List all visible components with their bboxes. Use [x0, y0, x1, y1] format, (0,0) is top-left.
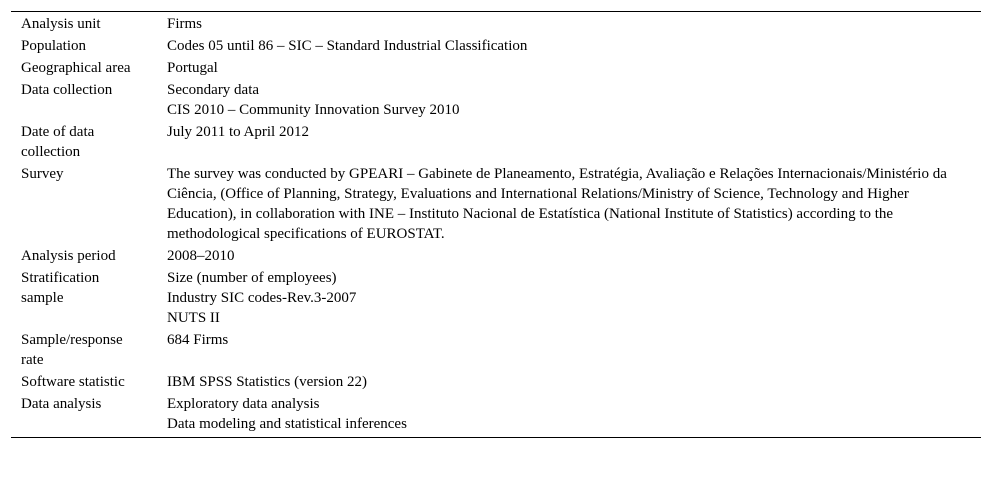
- row-value: 2008–2010: [167, 248, 235, 264]
- table-row: [11, 163, 981, 245]
- table-row: [11, 121, 981, 163]
- row-value: The survey was conducted by GPEARI – Gabinete de Planeamento, Estratégia, Avaliação e Relações Internacionais/Ministério da Ciência, (Office of Planning, Strategy, Evaluations and International Relations/Ministry of Science, Technology and Higher Education), in collaboration with INE – Instituto Nacional de Estatística (National Institute of Statistics) according to the methodological specifications of EUROSTAT.: [167, 166, 947, 242]
- row-value: Firms: [167, 16, 203, 32]
- row-label: Stratification sample: [21, 270, 100, 306]
- row-value: Codes 05 until 86 – SIC – Standard Industrial Classification: [167, 38, 528, 54]
- table-row: [11, 35, 981, 57]
- row-label: Date of data collection: [21, 124, 95, 160]
- table-row: [11, 57, 981, 79]
- row-label: Data collection: [21, 82, 113, 98]
- row-label: Population: [21, 38, 87, 54]
- row-value: Industry SIC codes-Rev.3-2007: [167, 290, 357, 306]
- row-value: Portugal: [167, 60, 218, 76]
- row-label: Survey: [21, 166, 64, 182]
- row-label: Analysis unit: [21, 16, 101, 32]
- row-value: Secondary data: [167, 82, 260, 98]
- table-row: [11, 393, 981, 435]
- row-value: IBM SPSS Statistics (version 22): [167, 374, 368, 390]
- table-row: [11, 267, 981, 329]
- row-label: Sample/response rate: [21, 332, 123, 368]
- table-row: [11, 329, 981, 371]
- row-value: Data modeling and statistical inferences: [167, 416, 407, 432]
- row-value: Size (number of employees): [167, 270, 337, 286]
- table-row: [11, 79, 981, 121]
- table-row: [11, 371, 981, 393]
- row-value: Exploratory data analysis: [167, 396, 320, 412]
- row-value: 684 Firms: [167, 332, 229, 348]
- row-label: Data analysis: [21, 396, 102, 412]
- table-row: [11, 13, 981, 35]
- row-value: NUTS II: [167, 310, 220, 326]
- row-value: CIS 2010 – Community Innovation Survey 2010: [167, 102, 460, 118]
- row-label: Analysis period: [21, 248, 116, 264]
- row-label: Software statistic: [21, 374, 125, 390]
- row-label: Geographical area: [21, 60, 131, 76]
- table-row: [11, 245, 981, 267]
- row-value: July 2011 to April 2012: [167, 124, 309, 140]
- research-design-table: [11, 11, 981, 438]
